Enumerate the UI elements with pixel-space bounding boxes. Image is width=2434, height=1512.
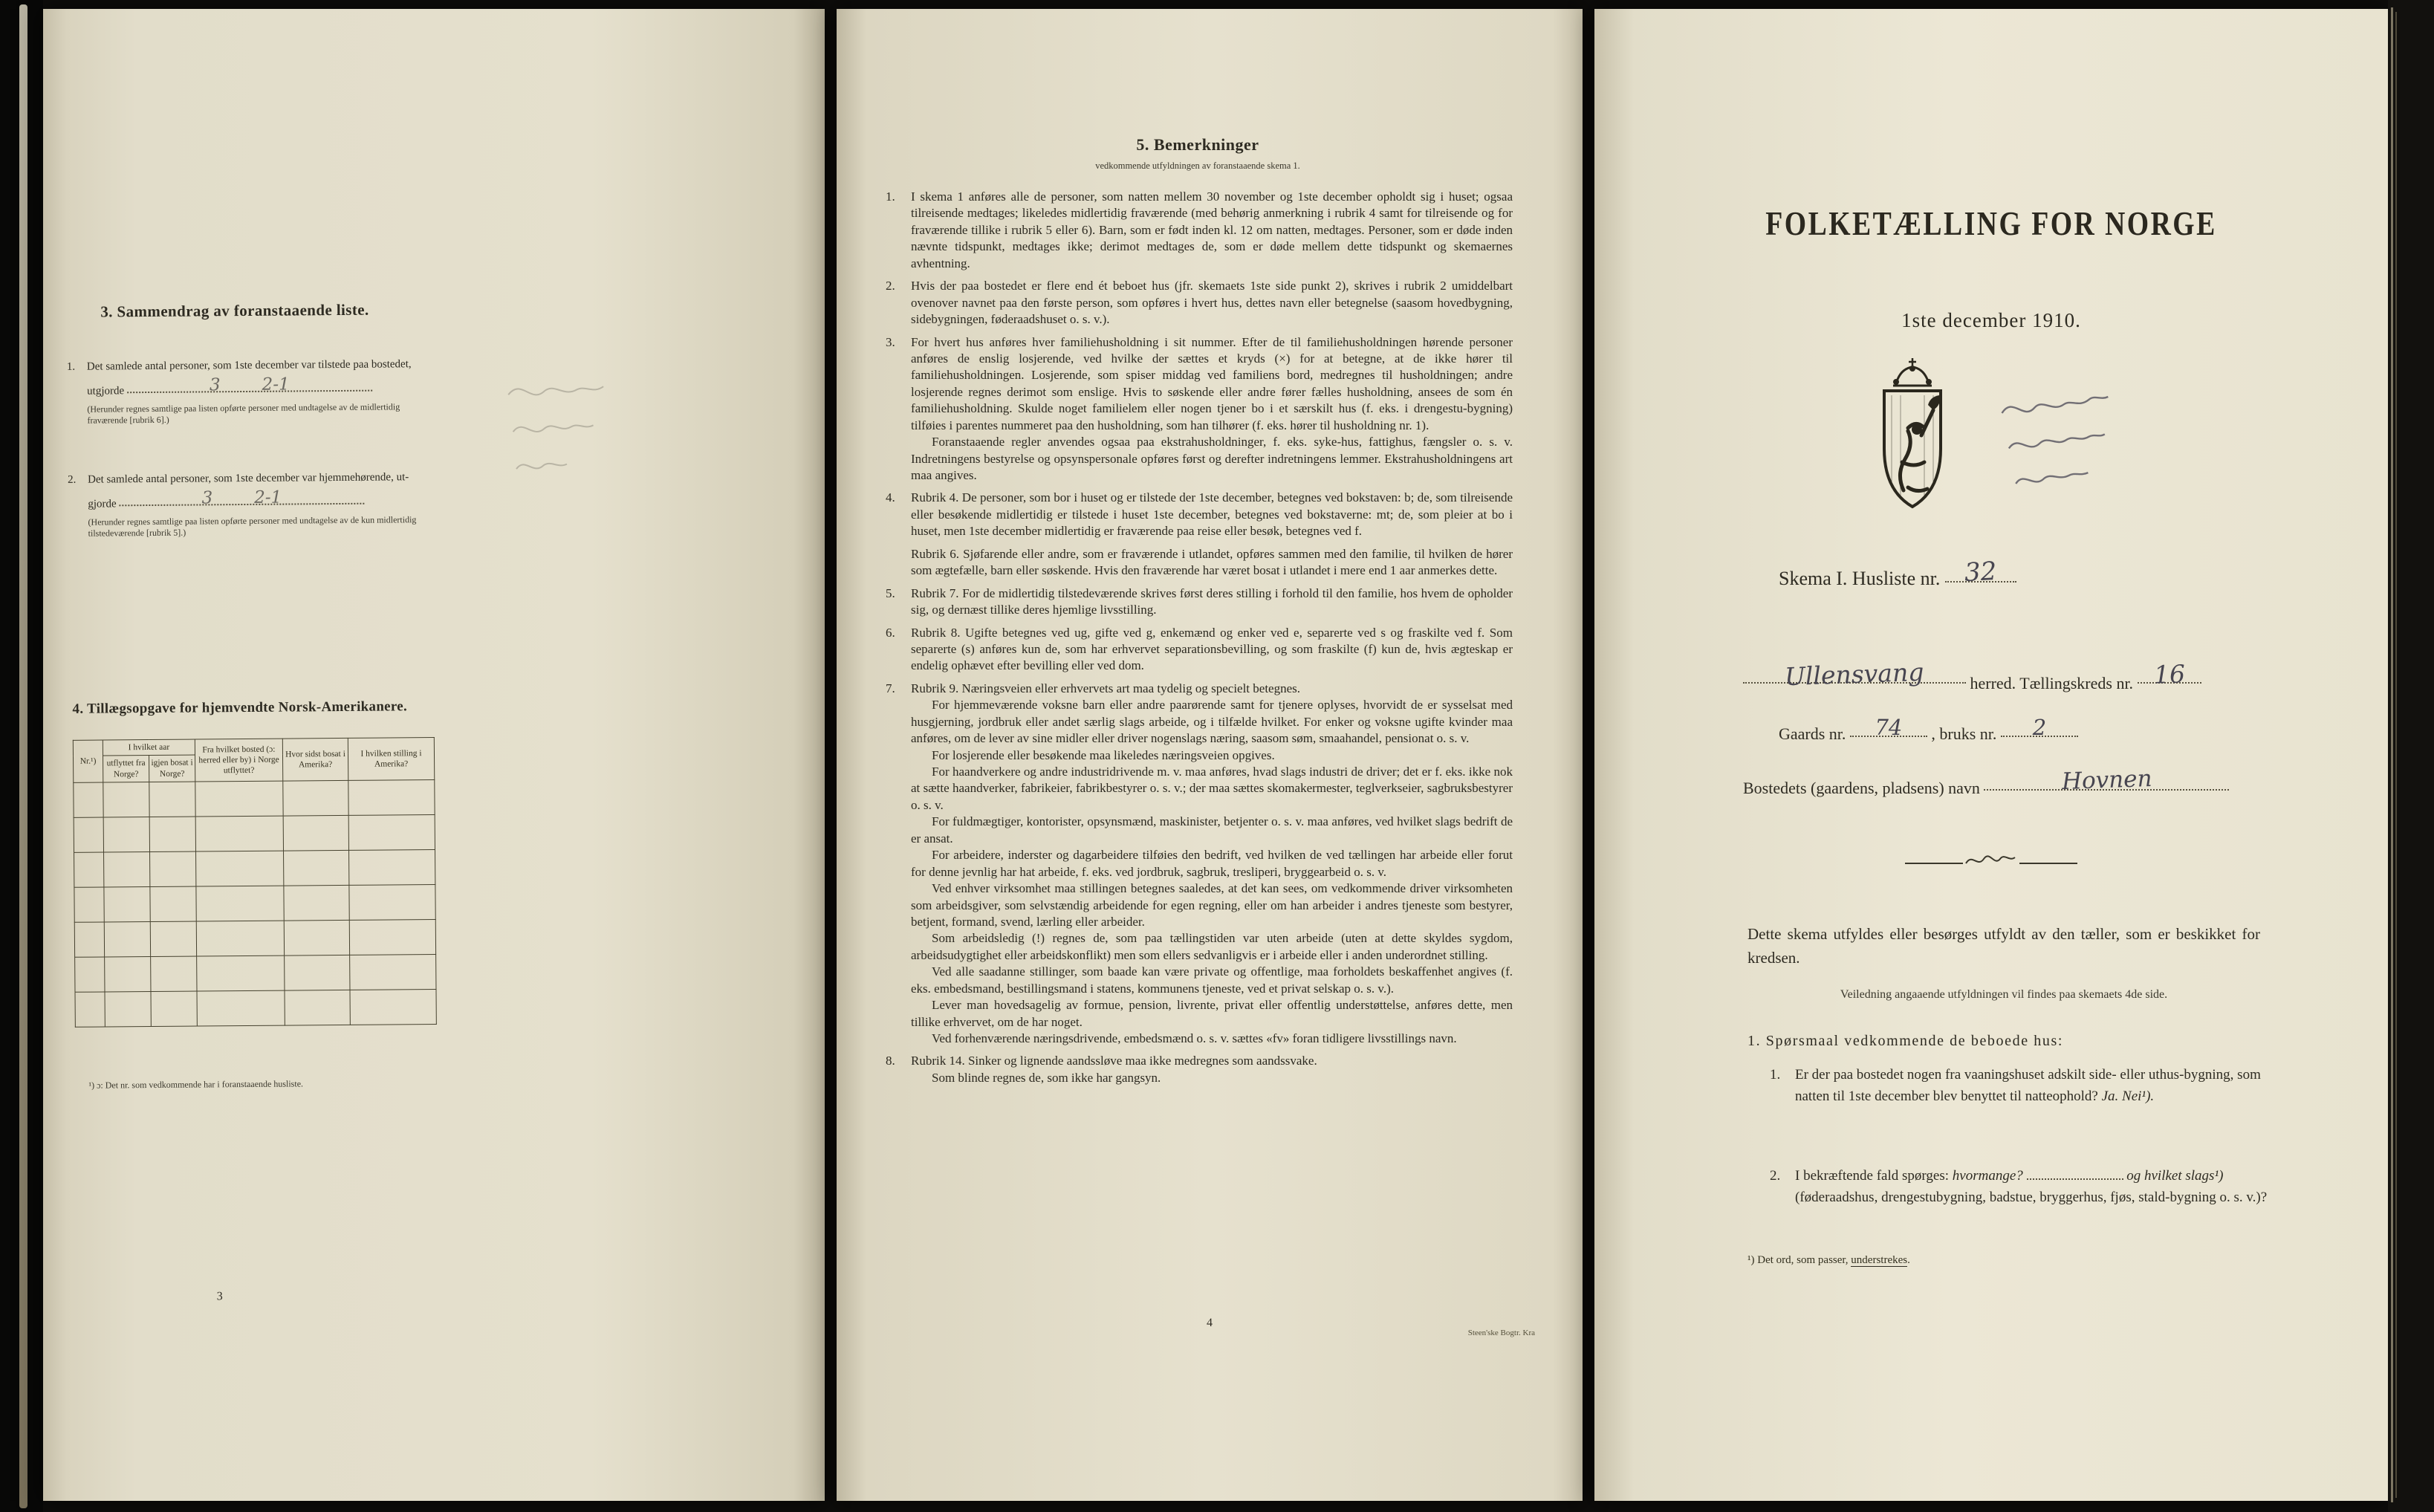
- table-empty-row: [75, 955, 436, 993]
- page-edge-line: [2395, 12, 2397, 1498]
- summary-item-2-head: [68, 470, 429, 488]
- taeller-instruction: Dette skema utfyldes eller besørges utfyldt av den tæller, som er beskikket for kredsen.: [1747, 925, 2260, 967]
- summary-item-1: [67, 357, 429, 427]
- table-empty-row: [74, 850, 435, 888]
- table-empty-row: [74, 885, 435, 923]
- gaards-label: Gaards nr.: [1779, 724, 1846, 743]
- table-footnote: ¹) ɔ: Det nr. som vedkommende har i foranstaaende husliste.: [88, 1078, 304, 1091]
- americans-section-heading: 4. Tillægsopgave for hjemvendte Norsk-Amerikanere.: [72, 698, 408, 717]
- question-text: Er der paa bostedet nogen fra vaaningshuset adskilt side- eller uthus-bygning, som natten til 1ste december blev benyttet til natteophold?: [1795, 1067, 2261, 1105]
- handwritten-husliste-nr: 32: [1964, 556, 1998, 588]
- herred-blank: [1743, 657, 1966, 692]
- footnote-period: .: [1907, 1254, 1910, 1266]
- summary-item-1-head: [67, 357, 428, 375]
- kreds-nr-blank: [2138, 659, 2201, 690]
- table-empty-row: [75, 990, 436, 1028]
- skema-label: Skema I. Husliste nr.: [1779, 568, 1941, 589]
- bruks-nr-blank: [2001, 715, 2078, 740]
- herred-label: herred. Tællingskreds nr.: [1970, 674, 2134, 692]
- census-title: FOLKETÆLLING FOR NORGE: [1765, 204, 2217, 242]
- questions-heading: 1. Spørsmaal vedkommende de beboede hus:: [1747, 1033, 2064, 1049]
- spine-page-edge: [19, 4, 27, 1508]
- col-header-nr: Nr.¹): [73, 740, 103, 782]
- divider-ornament: [1902, 850, 2080, 872]
- handwritten-count: 3: [201, 488, 213, 508]
- remark-item: 6. Rubrik 8. Ugifte betegnes ved ug, gifte ved g, enkemænd og enker ved e, separerte ved s og fraskilte ved f. Som separerte (s) anføres kun de, som har erhvervet separationsbevilling, og som fraskilte (f) kun de, hvis ægteskap er endelig ophævet efter bevilling eller ved dom.: [886, 625, 1513, 673]
- gaards-nr-blank: [1850, 715, 1927, 740]
- item-number: 2.: [68, 473, 77, 486]
- husliste-nr-blank: [1945, 556, 2016, 588]
- question-2: [1770, 1165, 2288, 1209]
- census-date: 1ste december 1910.: [1901, 309, 2081, 331]
- printer-imprint: Steen'ske Bogtr. Kra: [1467, 1328, 1535, 1337]
- question-number: 2.: [1770, 1168, 1781, 1184]
- remarks-subheading: vedkommende utfyldningen av foranstaaende skema 1.: [1095, 160, 1300, 171]
- item-text: Det samlede antal personer, som 1ste december var hjemmehørende, ut-: [88, 471, 409, 486]
- col-header-year-group: I hvilket aar: [103, 739, 195, 756]
- herred-row: [1743, 657, 2201, 693]
- remark-item: 8. Rubrik 14. Sinker og lignende aandssløve maa ikke medregnes som aandssvake. Som blinde regnes de, som ikke har gangsyn.: [886, 1054, 1317, 1085]
- bosted-label: Bostedets (gaardens, pladsens) navn: [1743, 779, 1980, 797]
- remark-item: 1. I skema 1 anføres alle de personer, som natten mellem 30 november og 1ste december opholdt sig i huset; ogsaa tilreisende medtages; likeledes midlertidig fraværende (med behørig anmerkning i rubrik 4 samt for tilreisende og for fraværende tillike i rubrik 5 eller 6). Barn, som er født inden kl. 12 om natten, medtages. Personer, som er døde inden nævnte tidspunkt, medtages ikke; derimot medtages de, som er døde mellem dette tidspunkt og skemaernes avhentning.: [886, 189, 1513, 270]
- fill-line: [67, 374, 428, 400]
- handwritten-count-correction: 2-1: [262, 374, 290, 395]
- footnote-mark: ¹): [1747, 1254, 1755, 1266]
- page-number: 3: [216, 1290, 223, 1303]
- remarks-heading: 5. Bemerkninger: [1136, 135, 1259, 154]
- question-rest: (føderaadshus, drengestubygning, badstue, bryggerhus, fjøs, stald-bygning o. s. v.)?: [1795, 1190, 2268, 1206]
- question-answer-options: Ja. Nei¹).: [2101, 1088, 2155, 1105]
- handwritten-gaards-nr: 74: [1875, 715, 1903, 740]
- item-number: 1.: [66, 360, 76, 373]
- left-page-content: [37, 6, 831, 1504]
- table-empty-row: [74, 780, 435, 818]
- fill-lead: utgjorde: [87, 385, 125, 398]
- gaard-bruk-row: [1779, 715, 2078, 744]
- col-header-returned: igjen bosat i Norge?: [149, 755, 195, 782]
- answer-blank: [119, 488, 364, 507]
- returned-americans-table: [73, 737, 437, 1028]
- page-edge-line: [2391, 7, 2393, 1502]
- col-header-position: I hvilken stilling i Amerika?: [348, 737, 434, 780]
- item-text: Det samlede antal personer, som 1ste december var tilstede paa bostedet,: [86, 358, 412, 373]
- question-italic-hvormange: hvormange?: [1952, 1168, 2023, 1184]
- col-header-from: Fra hvilket bosted (ɔ: herred eller by) i Norge utflyttet?: [195, 739, 282, 782]
- col-header-emigrated: utflyttet fra Norge?: [103, 756, 149, 782]
- remark-item: 3. For hvert hus anføres hver familiehusholdning i sit nummer. Efter de til familiehusholdningen hørende personer anføres de enslig losjerende, ved hvilke der sættes et kryds (×) for at betegne, at de ikke hører til familiehusholdningen. Losjerende, som spiser middag ved familiens bord, medregnes til husholdningen; andre losjerende regnes derimot som enslige. Hvis to søskende eller andre fører fælles husholdning, ansees de som én familiehusholdning. Skulde noget familielem eller nogen tjener bo i et særskilt hus (f. eks. i drengestu-bygning) tilføies i parentes nummeret paa den husholdning, som han tilhører (f. eks. hører til husholdning nr. 1). Foranstaaende regler anvendes ogsaa paa ekstrahusholdninger, f. eks. syke-hus, fattighus, fængsler o. s. v. Indretningens bestyrelse og opsynspersonale opføres først og derefter indretningens lemmer. Ekstrahusholdningens art maa angives.: [886, 334, 1513, 482]
- question-italic-slags: og hvilket slags¹): [2126, 1168, 2224, 1184]
- item-footnote: (Herunder regnes samtlige paa listen opførte personer med undtagelse av de kun midlertidig tilstedeværende [rubrik 5].): [88, 513, 417, 539]
- footnote-text: Det ord, som passer,: [1757, 1254, 1852, 1266]
- handwritten-bruks-nr: 2: [2032, 715, 2047, 740]
- question-number: 1.: [1770, 1067, 1781, 1083]
- faint-pencil-scribble: [501, 363, 695, 491]
- col-header-last-residence: Hvor sidst bosat i Amerika?: [282, 738, 348, 781]
- handwritten-bosted-name: Hovnen: [2061, 765, 2152, 796]
- remark-item: Rubrik 6. Sjøfarende eller andre, som er fraværende i utlandet, opføres sammen med den familie, til hvilken de hører som ægtefælle, barn eller søskende. Hvis den fraværende har været bosat i utlandet i mere end 1 aar anmerkes dette.: [911, 546, 1513, 578]
- table-empty-row: [74, 815, 435, 853]
- book-fore-edge: [2388, 0, 2434, 1512]
- skema-husliste-row: [1779, 556, 2016, 590]
- remark-item: 4. Rubrik 4. De personer, som bor i huset og er tilstede der 1ste december, betegnes ved bokstaven: b; de, som tilreisende eller besøkende midlertidig er tilstede i huset 1ste december, betegnes ved bokstaverne: mt; de, som pleier at bo i huset, men 1ste december midlertidig er fraværende paa reise eller besøk, betegnes ved f.: [886, 490, 1513, 539]
- right-page: [1594, 9, 2388, 1501]
- remarks-column: [883, 189, 1513, 1092]
- page-footnote: [1747, 1254, 1910, 1267]
- question-lead: I bekræftende fald spørges:: [1795, 1168, 1950, 1184]
- page-number: 4: [1207, 1317, 1213, 1329]
- bruks-label: , bruks nr.: [1931, 724, 1997, 743]
- handwritten-scribbles: [1991, 374, 2186, 520]
- handwritten-count-correction: 2-1: [254, 487, 282, 508]
- summary-section-heading: 3. Sammendrag av foranstaaende liste.: [100, 300, 369, 321]
- remark-item: 2. Hvis der paa bostedet er flere end ét beboet hus (jfr. skemaets 1ste side punkt 2), skrives i rubrik 2 umiddelbart ovenover navnet paa den første person, som opføres i hvert hus, dettes navn eller betegnelse (saasom hovedbygning, sidebygningen, føderaadshuset o. s. v.).: [886, 279, 1513, 327]
- remark-item: 7. Rubrik 9. Næringsveien eller erhvervets art maa tydelig og specielt betegnes. For hjemmeværende voksne barn eller andre paarørende samt for tjenere oplyses, hvorvidt de er sysselsat med husgjerning, jordbruk eller andet særlig slags arbeide, og i tilfælde hvilket. For enker og voksne ugifte kvinder maa anføres, om de lever av sine midler eller driver nogenslags næring, saasom søm, smaahandel, pensionat o. s. v. For losjerende eller besøkende maa likeledes næringsveien opgives. For haandverkere og andre industridrivende m. v. maa anføres, hvad slags industri de driver; det er f. eks. ikke nok at sætte haandverker, fabrikeier, fabrikbestyrer o. s. v.; der maa sættes skomakermester, teglverkseier, sagbruksbestyrer o. s. v. For fuldmægtiger, kontorister, opsynsmænd, maskinister, betjenter o. s. v. maa anføres, ved hvilket slags bedrift de er ansat. For arbeidere, inderster og dagarbeidere tilføies den bedrift, ved hvilken de ved tællingen har arbeide eller forut for denne jevnlig har hat arbeide, f. eks. ved jordbruk, sagbruk, tresliperi, bryggearbeid o. s. v. Ved enhver virksomhet maa stillingen betegnes saaledes, at det kan sees, om vedkommende driver virksomheten som arbeidsgiver, som selvstændig arbeidende for egen regning, eller om han arbeider i andres tjeneste som bestyrer, betjent, formand, svend, lærling eller arbeider. Som arbeidsledig (!) regnes de, som paa tællingstiden var uten arbeide (uten at dette skyldes sygdom, arbeidsudygtighet eller arbeidskonflikt) men som ellers sedvanligvis er i arbeide eller i anden underordnet stilling. Ved alle saadanne stillinger, som baade kan være private og offentlige, maa forholdets beskaffenhet angives (f. eks. embedsmand, bestillingsmand i statens, kommunens tjeneste, ved et privat selskap o. s. v.). Lever man hovedsagelig av formue, pension, livrente, privat eller offentlig understøttelse, anføres dette, men tillike erhvervet, om de har noget. Ved forhenværende næringsdrivende, embedsmænd o. s. v. sættes «fv» foran tidligere livsstillings navn.: [886, 681, 1513, 1045]
- table-empty-row: [74, 920, 435, 958]
- fill-lead: gjorde: [88, 498, 117, 510]
- summary-item-2: [68, 470, 429, 540]
- handwritten-kreds-nr: 16: [2152, 659, 2186, 690]
- answer-blank: [127, 375, 372, 394]
- footnote-underlined-word: understrekes: [1851, 1254, 1908, 1266]
- veiledning-note: Veiledning angaaende utfyldningen vil findes paa skemaets 4de side.: [1840, 988, 2168, 1001]
- bosted-row: [1743, 765, 2229, 798]
- norway-coat-of-arms-icon: [1871, 352, 1954, 523]
- remark-item: 5. Rubrik 7. For de midlertidig tilstedeværende skrives først deres stilling i forhold til den familie, hos hvem de opholder sig, og dernæst tillike deres hjemlige livsstilling.: [886, 585, 1513, 617]
- handwritten-herred: Ullensvang: [1784, 657, 1925, 692]
- left-page: [43, 9, 825, 1501]
- bosted-blank: [1984, 765, 2229, 796]
- handwritten-count: 3: [209, 375, 221, 395]
- dotted-blank: [2027, 1168, 2123, 1180]
- question-1: [1770, 1064, 2288, 1108]
- middle-page: [837, 9, 1583, 1501]
- item-footnote: (Herunder regnes samtlige paa listen opførte personer med undtagelse av de midlertidig fraværende [rubrik 6].): [87, 400, 400, 426]
- table-header-row-1: [73, 737, 434, 756]
- fill-line: [68, 487, 429, 513]
